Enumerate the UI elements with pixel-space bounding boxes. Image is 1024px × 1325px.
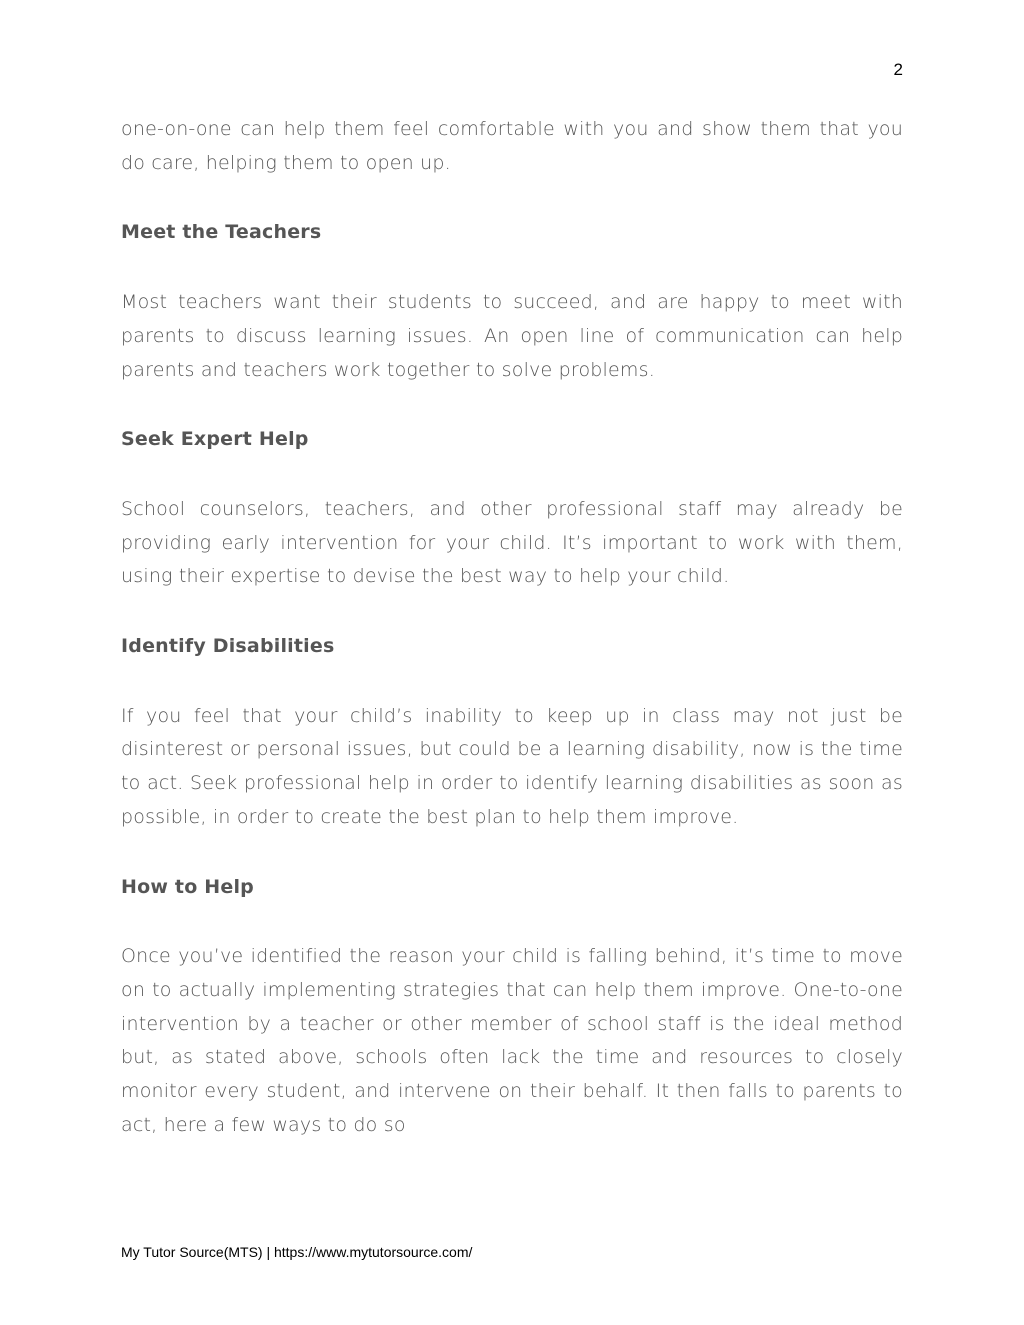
section-body-identify-disabilities: If you feel that your child’s inability to keep up in class may not just be disinterest or personal issues, but could be a learning disability, now is the time to act. Seek professional help in order to identify learning disabilities as soon as possible, in order to create the best plan to help them improve.: [121, 704, 903, 828]
section-body-how-to-help: Once you’ve identified the reason your child is falling behind, it’s time to move on to actually implementing strategies that can help them improve. One-to-one intervention by a teacher or other member of school staff is the ideal method but, as stated above, schools often lack the time and resources to closely monitor every student, and intervene on their behalf. It then falls to parents to act, here a few ways to do so: [121, 945, 903, 1136]
document-body: [121, 113, 903, 1142]
page-footer: My Tutor Source(MTS) | https://www.mytutorsource.com/: [121, 1244, 473, 1260]
page-number: 2: [893, 60, 903, 79]
section-heading-how-to-help: How to Help: [121, 875, 254, 898]
section-body-meet-teachers: Most teachers want their students to succeed, and are happy to meet with parents to discuss learning issues. An open line of communication can help parents and teachers work together to solve problems.: [121, 291, 903, 381]
section-heading-identify-disabilities: Identify Disabilities: [121, 635, 335, 658]
section-heading-meet-teachers: Meet the Teachers: [121, 221, 322, 244]
intro-paragraph: one-on-one can help them feel comfortable with you and show them that you do care, helping them to open up.: [121, 118, 903, 174]
section-heading-seek-expert-help: Seek Expert Help: [121, 428, 309, 451]
section-body-seek-expert-help: School counselors, teachers, and other professional staff may already be providing early intervention for your child. It’s important to work with them, using their expertise to devise the best way to help your child.: [121, 497, 903, 588]
